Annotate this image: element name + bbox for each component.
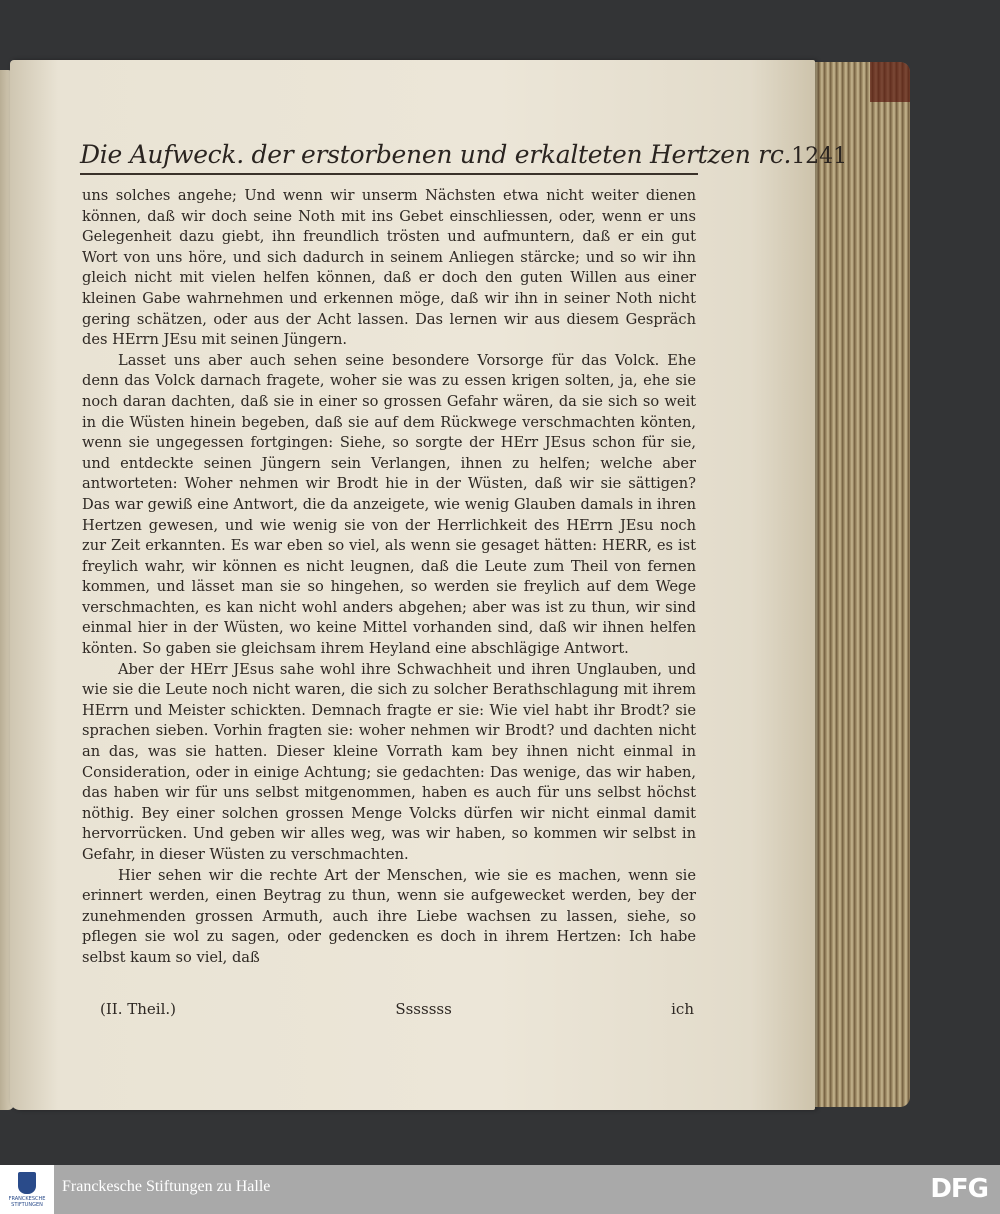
binding-headband bbox=[870, 62, 910, 102]
eagle-emblem-icon bbox=[18, 1172, 36, 1194]
institution-name[interactable]: Franckesche Stiftungen zu Halle bbox=[62, 1178, 271, 1195]
paragraph: Aber der HErr JEsus sahe wohl ihre Schwachheit und ihren Unglauben, und wie sie die Leute noch nicht waren, die sich zu solcher Berathschlagung mit ihrem HErrn und Meister schickten. Demnach fragte er sie: Wie viel habt ihr Brodt? sie sprachen sieben. Vorhin fragten sie: woher nehmen wir Brodt? und dachten nicht an das, was sie hatten. Dieser kleine Vorrath kam bey ihnen nicht einmal in Consideration, oder in einige Achtung; sie gedachten: Das wenige, das wir haben, das haben wir für uns selbst mitgenommen, haben es auch für uns selbst höchst nöthig. Bey einer solchen grossen Menge Volcks dürfen wir nicht einmal damit hervorrücken. Und geben wir alles weg, was wir haben, so kommen wir selbst in Gefahr, in dieser Wüsten zu verschmachten. bbox=[82, 660, 696, 863]
logo-text: FRANCKESCHE STIFTUNGEN bbox=[8, 1195, 46, 1208]
page-number: 1241 bbox=[791, 144, 848, 169]
viewer-footer-bar bbox=[0, 1165, 1000, 1214]
paragraph: Lasset uns aber auch sehen seine besondere Vorsorge für das Volck. Ehe denn das Volck darnach fragete, woher sie was zu essen krigen solten, ja, ehe sie noch daran dachten, daß sie in einer so grossen Gefahr wären, da sie sich so weit in die Wüsten hinein begeben, daß sie auf dem Rückwege verschmachten könten, wenn sie ungegessen fortgingen: Siehe, so sorgte der HErr JEsus schon für sie, und entdeckte seinen Jüngern sein Verlangen, ihnen zu helfen; welche aber antworteten: Woher nehmen wir Brodt hie in der Wüsten, daß wir sie sättigen? Das war gewiß eine Antwort, die da anzeigete, wie wenig Glauben damals in ihren Hertzen gewesen, und wie wenig sie von der Herrlichkeit des HErrn JEsu noch zur Zeit erkannten. Es war eben so viel, als wenn sie gesaget hätten: HERR, es ist freylich wahr, wir können es nicht leugnen, daß die Leute zum Theil von fernen kommen, und lässet man sie so hingehen, so werden sie freylich auf dem Wege verschmachten, es kan nicht wohl anders abgehen; aber was ist zu thun, wir sind einmal hier in der Wüsten, wo keine Mittel vorhanden sind, daß wir ihnen helfen könten. So gaben sie gleichsam ihrem Heyland eine abschlägige Antwort. bbox=[82, 351, 696, 658]
dfg-logo[interactable]: DFG bbox=[930, 1174, 988, 1204]
paragraph: uns solches angehe; Und wenn wir unserm Nächsten etwa nicht weiter dienen können, daß wir doch seine Noth mit ins Gebet einschliessen, oder, wenn er uns Gelegenheit dazu giebt, ihn freundlich trösten und aufmuntern, daß er ein gut Wort von uns höre, und sich dadurch in seinem Anliegen stärcke; und so wir ihn gleich nicht mit vielen helfen können, daß er doch den guten Willen aus einer kleinen Gabe wahrnehmen und erkennen möge, daß wir ihn in seiner Noth nicht gering schätzen, oder aus der Acht lassen. Das lernen wir aus diesem Gespräch des HErrn JEsu mit seinen Jüngern. bbox=[82, 187, 696, 349]
running-head bbox=[80, 140, 848, 175]
volume-label: (II. Theil.) bbox=[100, 1000, 176, 1018]
page-body bbox=[82, 186, 696, 969]
running-head-title: Die Aufweck. der erstorbenen und erkalteten Hertzen rc. bbox=[80, 140, 792, 169]
catchword: ich bbox=[671, 1000, 694, 1018]
page-footer bbox=[100, 1000, 694, 1018]
book-page-edges bbox=[800, 62, 910, 1107]
paragraph: Hier sehen wir die rechte Art der Menschen, wie sie es machen, wenn sie erinnert werden, einen Beytrag zu thun, wenn sie aufgewecket werden, bey der zunehmenden grossen Armuth, auch ihre Liebe wachsen zu lassen, siehe, so pflegen sie wol zu sagen, oder gedencken es doch in ihrem Hertzen: Ich habe selbst kaum so viel, daß bbox=[82, 866, 696, 966]
institution-logo[interactable] bbox=[0, 1165, 54, 1214]
signature-mark: Sssssss bbox=[395, 1000, 452, 1018]
